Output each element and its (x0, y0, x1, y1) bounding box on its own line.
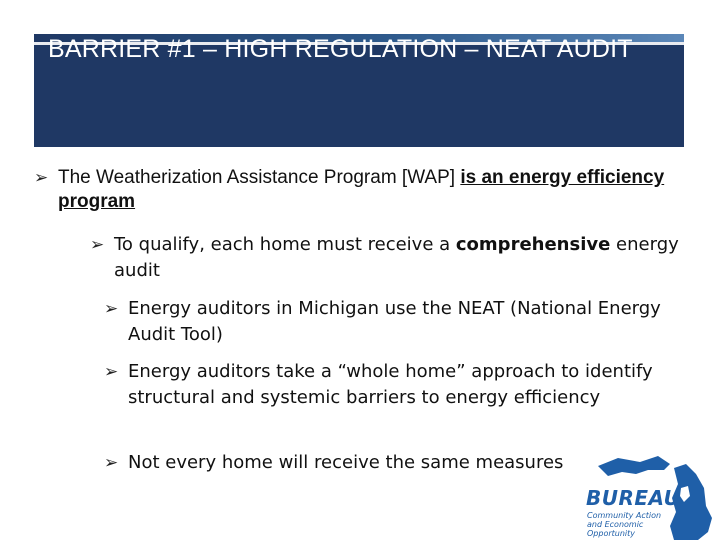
bullet-level2-emphasis: comprehensive (455, 234, 611, 255)
bullet-level3-text: Energy auditors take a “whole home” approach to identify structural and systemic barriers to energy efficiency (128, 361, 653, 408)
arrow-bullet-icon: ➢ (104, 299, 119, 319)
bullet-level2 (90, 232, 690, 284)
arrow-bullet-icon: ➢ (90, 235, 105, 255)
bullet-level3 (104, 359, 694, 411)
arrow-bullet-icon: ➢ (34, 168, 49, 187)
arrow-bullet-icon: ➢ (104, 362, 119, 382)
slide-title: BARRIER #1 – HIGH REGULATION – NEAT AUDIT (48, 35, 633, 63)
logo-wordmark: BUREAU (586, 486, 681, 510)
bullet-level1-text: The Weatherization Assistance Program [WAP] (58, 167, 461, 188)
bullet-level3 (104, 296, 694, 348)
logo-subtitle: Community Action and Economic Opportunity (587, 511, 662, 538)
bullet-level1 (34, 166, 674, 214)
bullet-level3-text: Energy auditors in Michigan use the NEAT (National Energy Audit Tool) (128, 298, 661, 345)
bullet-level2-tail: energy audit (114, 234, 679, 281)
arrow-bullet-icon: ➢ (104, 453, 119, 473)
bullet-level3-text: Not every home will receive the same measures (128, 452, 564, 473)
bullet-level2-text: To qualify, each home must receive a (114, 234, 456, 255)
bullet-level1-emphasis: is an energy efficiency program (58, 167, 665, 212)
